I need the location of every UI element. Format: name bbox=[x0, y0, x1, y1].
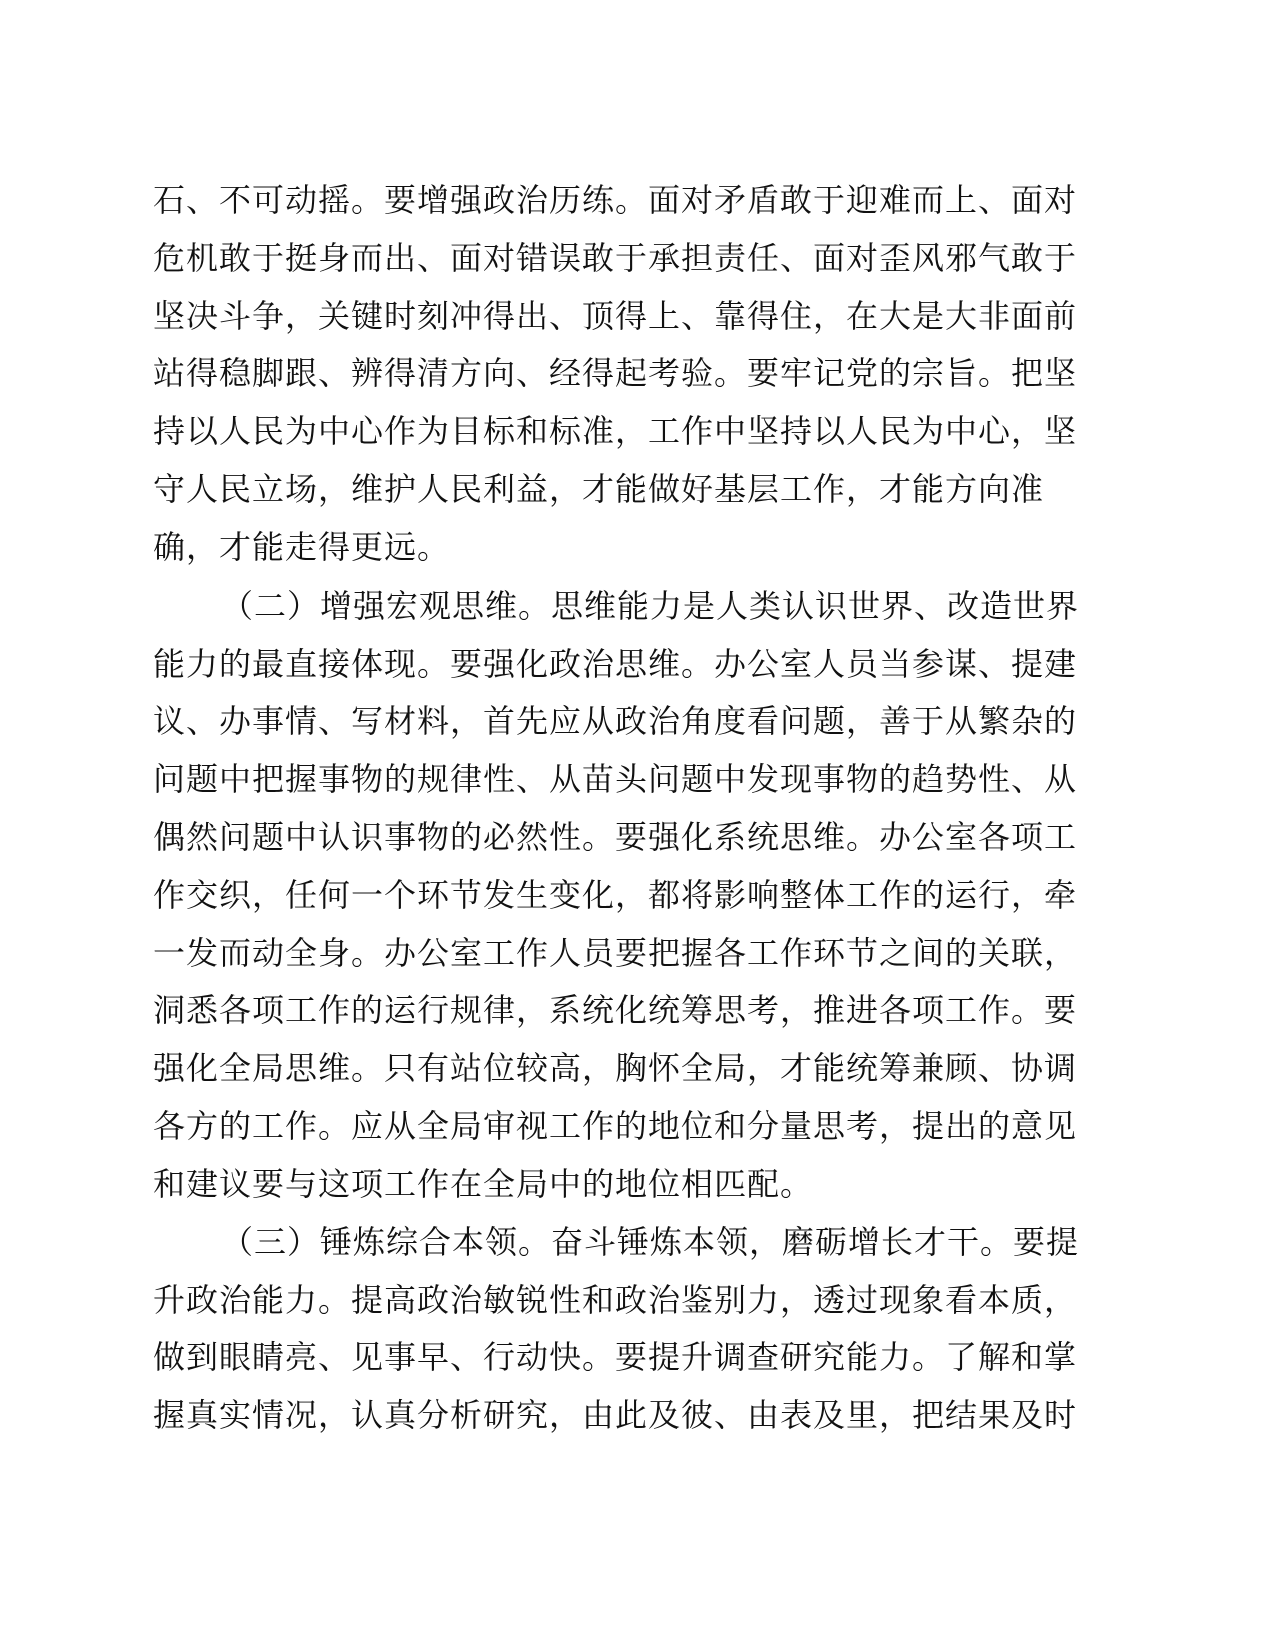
text-line: 站得稳脚跟、辨得清方向、经得起考验。要牢记党的宗旨。把坚 bbox=[153, 354, 1078, 392]
text-line: 偶然问题中认识事物的必然性。要强化系统思维。办公室各项工 bbox=[153, 818, 1078, 856]
text-line: 问题中把握事物的规律性、从苗头问题中发现事物的趋势性、从 bbox=[153, 760, 1078, 798]
text-line: 能力的最直接体现。要强化政治思维。办公室人员当参谋、提建 bbox=[153, 645, 1078, 683]
text-line: 做到眼睛亮、见事早、行动快。要提升调查研究能力。了解和掌 bbox=[153, 1338, 1078, 1376]
text-line: 坚决斗争，关键时刻冲得出、顶得上、靠得住，在大是大非面前 bbox=[153, 297, 1078, 335]
text-line: 和建议要与这项工作在全局中的地位相匹配。 bbox=[153, 1165, 814, 1203]
text-line: 洞悉各项工作的运行规律，系统化统筹思考，推进各项工作。要 bbox=[153, 991, 1078, 1029]
text-line: 确，才能走得更远。 bbox=[153, 528, 451, 566]
text-line: 石、不可动摇。要增强政治历练。面对矛盾敢于迎难而上、面对 bbox=[153, 181, 1078, 219]
text-line: 守人民立场，维护人民利益，才能做好基层工作，才能方向准 bbox=[153, 470, 1045, 508]
text-line: 持以人民为中心作为目标和标准，工作中坚持以人民为中心，坚 bbox=[153, 412, 1078, 450]
text-line: 各方的工作。应从全局审视工作的地位和分量思考，提出的意见 bbox=[153, 1107, 1078, 1145]
text-line: 议、办事情、写材料，首先应从政治角度看问题，善于从繁杂的 bbox=[153, 702, 1078, 740]
text-line: 危机敢于挺身而出、面对错误敢于承担责任、面对歪风邪气敢于 bbox=[153, 239, 1078, 277]
section-heading-line: （三）锤炼综合本领。奋斗锤炼本领，磨砺增长才干。要提 bbox=[221, 1223, 1080, 1261]
text-line: 升政治能力。提高政治敏锐性和政治鉴别力，透过现象看本质， bbox=[153, 1281, 1078, 1319]
text-line: 强化全局思维。只有站位较高，胸怀全局，才能统筹兼顾、协调 bbox=[153, 1049, 1078, 1087]
text-line: 握真实情况，认真分析研究，由此及彼、由表及里，把结果及时 bbox=[153, 1396, 1078, 1434]
section-heading-line: （二）增强宏观思维。思维能力是人类认识世界、改造世界 bbox=[221, 587, 1080, 625]
text-line: 一发而动全身。办公室工作人员要把握各工作环节之间的关联， bbox=[153, 934, 1078, 972]
text-line: 作交织，任何一个环节发生变化，都将影响整体工作的运行，牵 bbox=[153, 876, 1078, 914]
